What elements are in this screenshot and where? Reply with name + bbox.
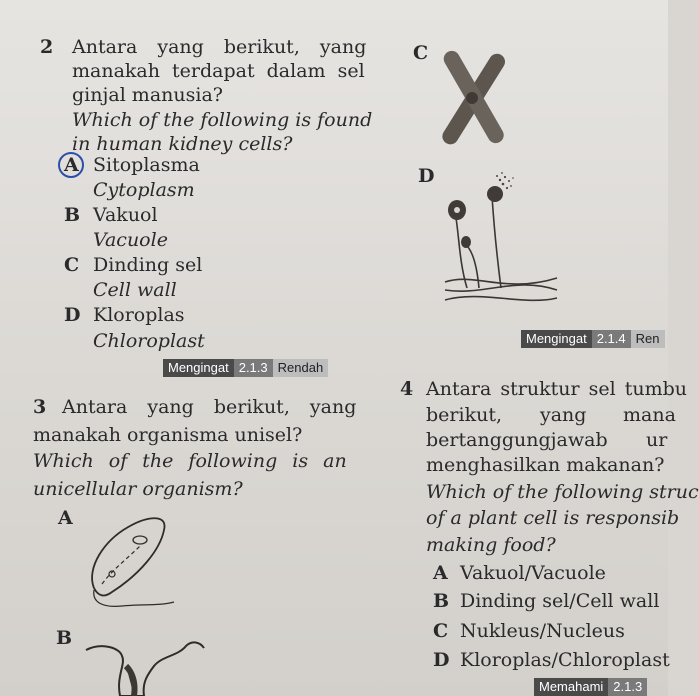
q2-option-d-english: Chloroplast: [93, 330, 205, 352]
q4-malay-bertanggungjawab: bertanggungjawab: [426, 429, 608, 451]
q3-english-line1: Which of the following is an: [33, 450, 347, 472]
amoeba-outline: [86, 642, 204, 696]
q4-malay-ur: ur: [646, 429, 668, 451]
q3-number: 3: [33, 396, 47, 418]
hypha-1: [455, 212, 467, 288]
paramecium-figure[interactable]: [82, 510, 178, 610]
badge-level: Ren: [631, 330, 665, 348]
oral-groove: [102, 546, 140, 584]
badge-label: Mengingat: [163, 359, 234, 377]
q3-malay-line1: Antara yang berikut, yang: [62, 396, 357, 418]
q4-option-d-letter[interactable]: D: [433, 649, 450, 671]
q4-malay-mana: mana: [623, 404, 676, 426]
q4-malay-line1: Antara struktur sel tumbu: [426, 378, 687, 400]
chromosome-figure: [432, 50, 512, 146]
q4-english-line2: of a plant cell is responsib: [426, 507, 680, 529]
q2-option-b-malay[interactable]: Vakuol: [93, 204, 158, 226]
badge-code: 2.1.4: [592, 330, 631, 348]
q2-option-c-english: Cell wall: [93, 279, 177, 301]
q2-option-b-letter[interactable]: B: [64, 204, 81, 226]
q2-english-line1: Which of the following is found: [72, 109, 373, 131]
q2-option-a-english: Cytoplasm: [93, 179, 195, 201]
q2-option-c-letter[interactable]: C: [64, 254, 80, 276]
q4-option-c-text[interactable]: Nukleus/Nucleus: [460, 620, 625, 642]
badge-code: 2.1.3: [608, 678, 647, 696]
q2-option-d-malay[interactable]: Kloroplas: [93, 304, 185, 326]
q4-english-line3: making food?: [426, 534, 556, 556]
q2-malay-line3: ginjal manusia?: [72, 84, 223, 106]
figure-c-label: C: [413, 42, 429, 64]
q2-option-b-english: Vacuole: [93, 229, 168, 251]
q3-option-a-letter[interactable]: A: [58, 507, 73, 529]
amoeba-figure[interactable]: [86, 636, 206, 696]
spores: [496, 172, 514, 189]
hypha-3: [465, 244, 479, 288]
badge-label: Memahami: [534, 678, 608, 696]
amoeba-cytoplasm: [126, 666, 135, 696]
mould-figure: [445, 172, 560, 312]
badge-label: Mengingat: [521, 330, 592, 348]
badge-code: 2.1.3: [234, 359, 273, 377]
q4-option-d-text[interactable]: Kloroplas/Chloroplast: [460, 649, 670, 671]
q4-english-line1: Which of the following struc: [426, 481, 699, 503]
q4-number: 4: [400, 378, 414, 400]
mycelium-3: [445, 297, 557, 301]
q2-english-line2: in human kidney cells?: [72, 133, 293, 155]
figure-d-label: D: [418, 165, 435, 187]
q2-option-a-letter[interactable]: A: [64, 154, 79, 176]
right-skill-badge: [521, 330, 665, 348]
q2-option-d-letter[interactable]: D: [64, 304, 81, 326]
q3-english-line2: unicellular organism?: [33, 478, 243, 500]
q4-malay-yang: yang: [540, 404, 587, 426]
q4-option-c-letter[interactable]: C: [433, 620, 449, 642]
q4-malay-berikut: berikut,: [426, 404, 502, 426]
cilia-tail: [94, 590, 174, 606]
q2-option-a-malay[interactable]: Sitoplasma: [93, 154, 200, 176]
badge-level: Rendah: [273, 359, 329, 377]
q4-option-b-letter[interactable]: B: [433, 590, 450, 612]
q4-option-a-letter[interactable]: A: [433, 562, 448, 584]
nucleus: [133, 536, 147, 544]
q4-option-a-text[interactable]: Vakuol/Vacuole: [460, 562, 606, 584]
q3-malay-line2: manakah organisma unisel?: [33, 424, 303, 446]
sporangium-2: [461, 236, 471, 248]
q2-skill-badge: [163, 359, 328, 377]
q2-option-c-malay[interactable]: Dinding sel: [93, 254, 203, 276]
q4-skill-badge: [534, 678, 647, 696]
hypha-2: [492, 196, 501, 288]
centromere: [466, 92, 478, 104]
q2-malay-line2: manakah terdapat dalam sel: [72, 60, 365, 82]
q2-malay-line1: Antara yang berikut, yang: [72, 36, 367, 58]
q4-malay-line4: menghasilkan makanan?: [426, 454, 665, 476]
q4-option-b-text[interactable]: Dinding sel/Cell wall: [460, 590, 660, 612]
q2-number: 2: [40, 36, 54, 58]
q3-option-b-letter[interactable]: B: [56, 627, 73, 649]
sporangium-3: [487, 186, 503, 202]
mycelium-1: [445, 278, 557, 284]
